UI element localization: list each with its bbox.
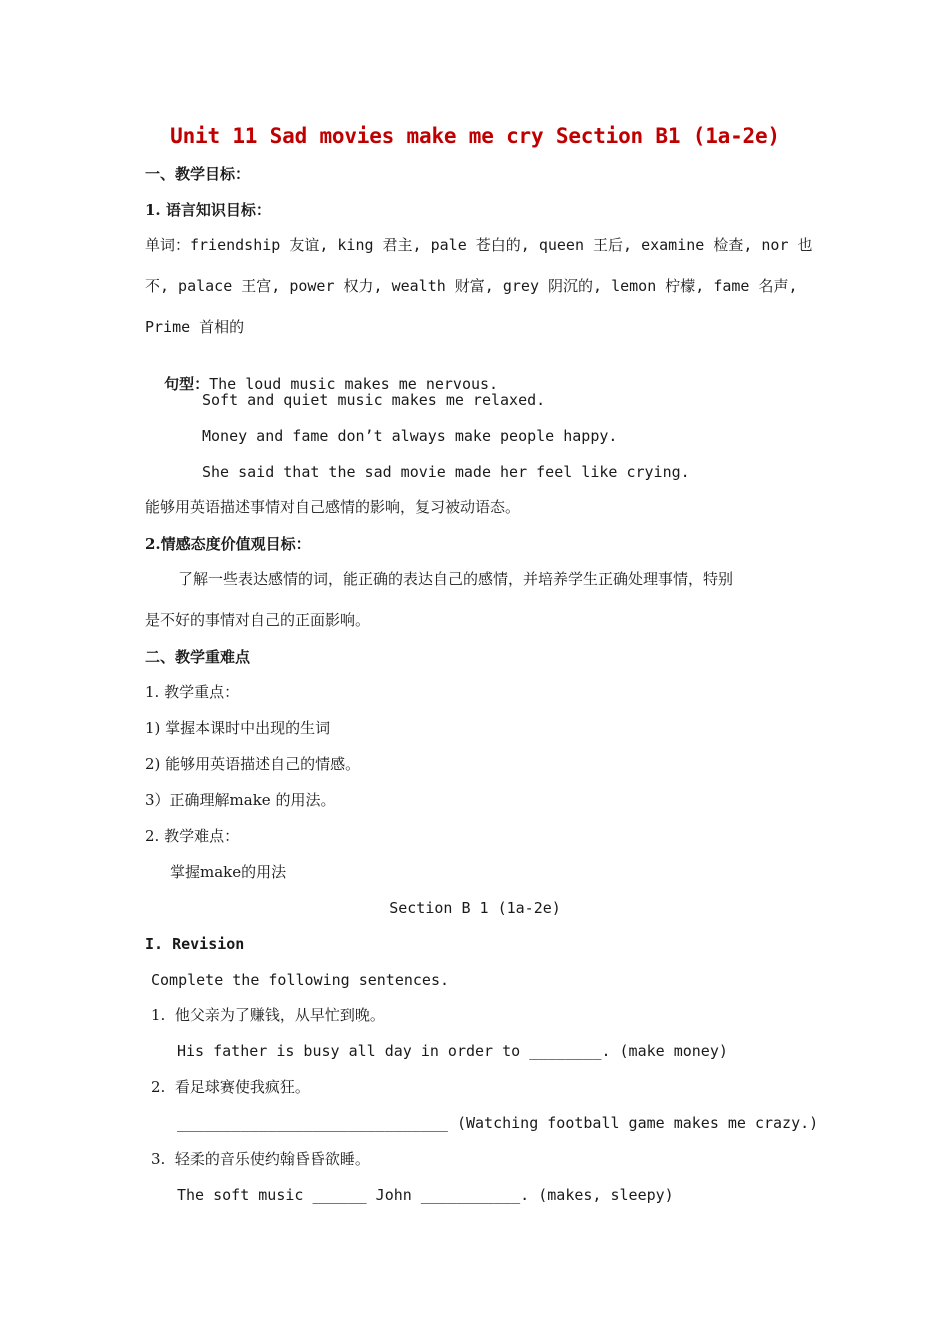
ability-goal: 能够用英语描述事情对自己感情的影响，复习被动语态。 — [145, 498, 521, 516]
difficult-point-1: 掌握make的用法 — [170, 863, 287, 881]
key-points-heading: 1. 教学重点： — [145, 683, 240, 701]
key-point-2: 2) 能够用英语描述自己的情感。 — [145, 755, 361, 773]
exercise-2-english: ______________________________ (Watching football game makes me crazy.) — [177, 1114, 819, 1132]
emotion-goal-line-2: 是不好的事情对自己的正面影响。 — [145, 611, 371, 629]
page-title: Unit 11 Sad movies make me cry Section B1 (1a-2e) — [170, 124, 780, 148]
section-heading-objectives: 一、教学目标： — [145, 165, 251, 183]
emotion-goal-line-1: 了解一些表达感情的词，能正确的表达自己的感情，并培养学生正确处理事情，特别 — [178, 570, 734, 588]
vocabulary-line-1: 单词：friendship 友谊, king 君主, pale 苍白的, queen 王后, examine 检查, nor 也 — [145, 236, 813, 254]
exercise-3-english: The soft music ______ John ___________. (makes, sleepy) — [177, 1186, 674, 1204]
sentence-pattern-2: Soft and quiet music makes me relaxed. — [202, 391, 546, 409]
exercise-1-english: His father is busy all day in order to ________. (make money) — [177, 1042, 728, 1060]
key-point-3: 3）正确理解make 的用法。 — [145, 791, 336, 809]
revision-instruction: Complete the following sentences. — [151, 971, 450, 989]
subheading-language-goals: 1. 语言知识目标： — [145, 201, 271, 219]
sentence-pattern-label: 句型： — [164, 375, 210, 393]
section-b-heading: Section B 1 (1a-2e) — [389, 899, 561, 917]
exercise-2-chinese: 2. 看足球赛使我疯狂。 — [151, 1078, 310, 1096]
exercise-1-chinese: 1. 他父亲为了赚钱，从早忙到晚。 — [151, 1006, 385, 1024]
sentence-pattern-1: The loud music makes me nervous. — [209, 375, 499, 393]
revision-heading: I. Revision — [145, 935, 245, 953]
sentence-pattern-3: Money and fame don’t always make people happy. — [202, 427, 618, 445]
vocabulary-line-2: 不, palace 王宫, power 权力, wealth 财富, grey 阴沉的, lemon 柠檬, fame 名声, — [145, 277, 798, 295]
exercise-3-chinese: 3. 轻柔的音乐使约翰昏昏欲睡。 — [151, 1150, 370, 1168]
key-point-1: 1) 掌握本课时中出现的生词 — [145, 719, 331, 737]
subheading-emotion-goals: 2.情感态度价值观目标： — [145, 535, 311, 553]
vocabulary-line-3: Prime 首相的 — [145, 318, 245, 336]
difficult-points-heading: 2. 教学难点： — [145, 827, 240, 845]
sentence-pattern-4: She said that the sad movie made her feel like crying. — [202, 463, 690, 481]
section-heading-key-points: 二、教学重难点 — [145, 648, 251, 666]
